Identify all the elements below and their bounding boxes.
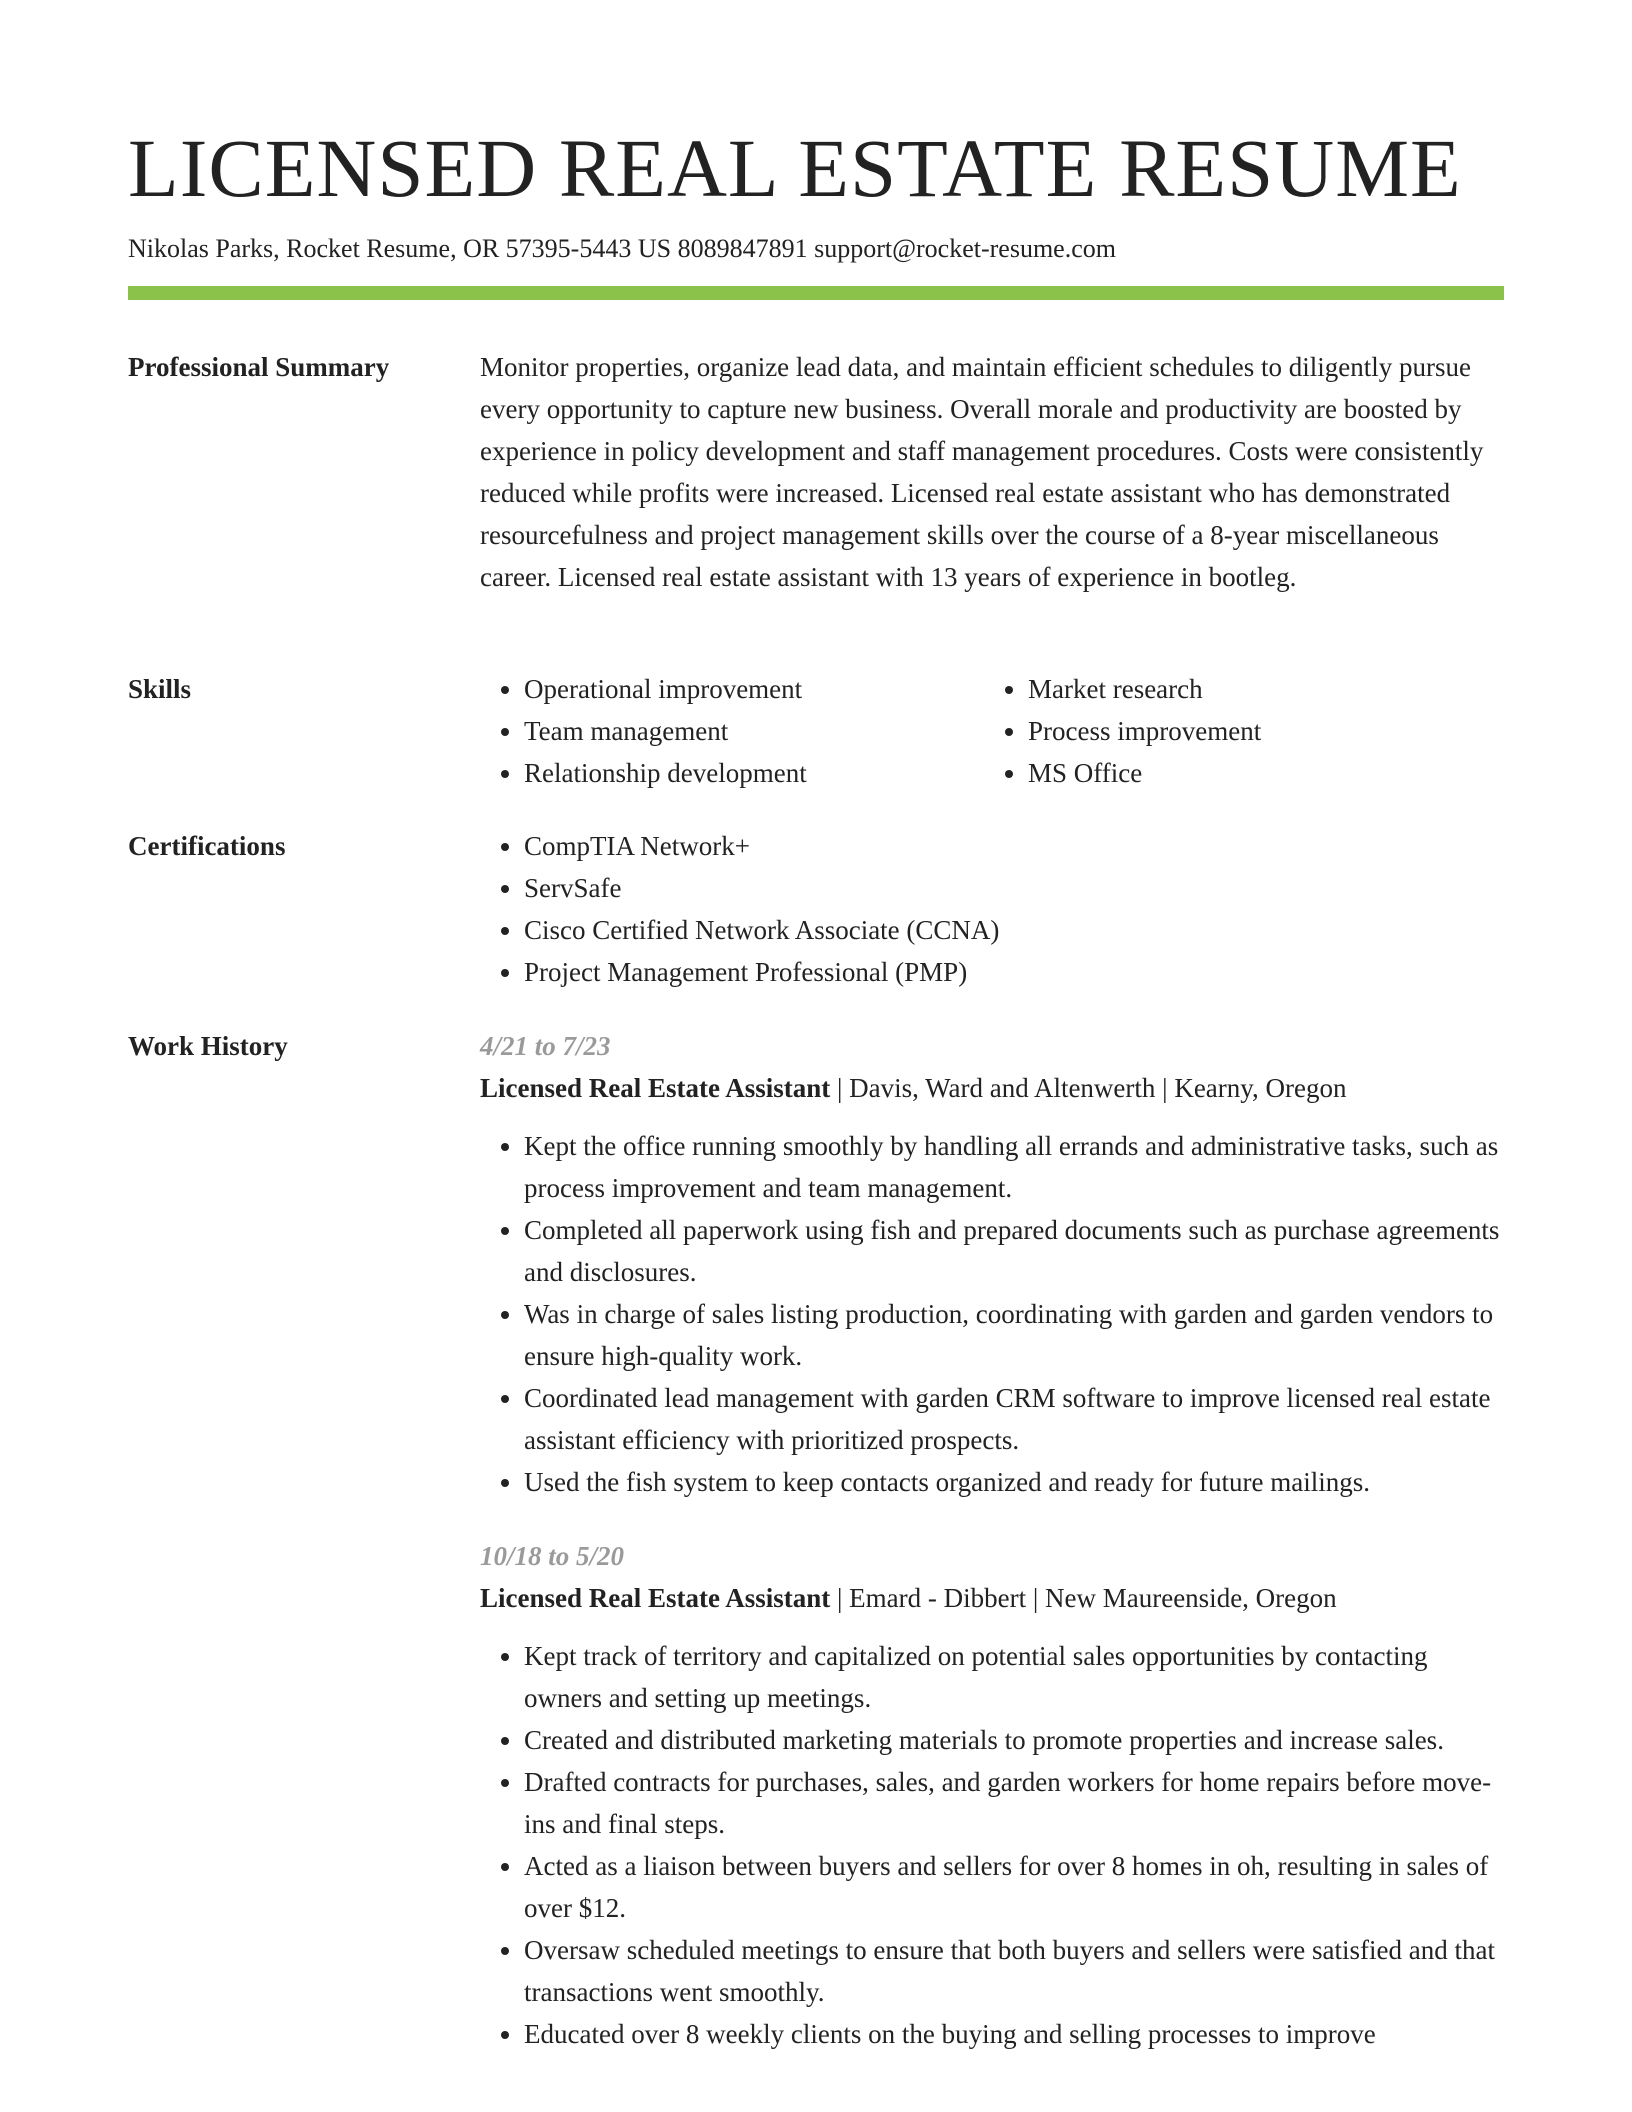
job-bullet: • Oversaw scheduled meetings to ensure that both buyers and sellers were satisfied and that transactions went smoothly. <box>524 1929 1504 2013</box>
job-bullet: • Kept the office running smoothly by handling all errands and administrative tasks, such as process improvement and team management. <box>524 1125 1504 1209</box>
contact-line: Nikolas Parks, Rocket Resume, OR 57395-5443 US 8089847891 support@rocket-resume.com <box>128 234 1116 263</box>
skills-body <box>480 668 1504 794</box>
job-dates: 4/21 to 7/23 <box>480 1031 611 1061</box>
certifications-label: Certifications <box>128 831 286 861</box>
certification-item: • Cisco Certified Network Associate (CCNA) <box>524 909 1504 951</box>
skill-item: • Process improvement <box>1028 710 1488 752</box>
skills-list-left <box>480 668 984 794</box>
skills-list-right <box>984 668 1488 794</box>
job-bullet: • Acted as a liaison between buyers and sellers for over 8 homes in oh, resulting in sales of over $12. <box>524 1845 1504 1929</box>
skill-item: • Relationship development <box>524 752 984 794</box>
job-bullet: • Completed all paperwork using fish and prepared documents such as purchase agreements and disclosures. <box>524 1209 1504 1293</box>
job-dates: 10/18 to 5/20 <box>480 1541 625 1571</box>
job-title: Licensed Real Estate Assistant <box>480 1073 831 1103</box>
skill-item: • Operational improvement <box>524 668 984 710</box>
skill-item: • MS Office <box>1028 752 1488 794</box>
certification-item: • CompTIA Network+ <box>524 825 1504 867</box>
work-history-label: Work History <box>128 1031 288 1061</box>
job-bullet: • Used the fish system to keep contacts organized and ready for future mailings. <box>524 1461 1504 1503</box>
job-title: Licensed Real Estate Assistant <box>480 1583 831 1613</box>
job-bullet: • Drafted contracts for purchases, sales, and garden workers for home repairs before move-ins and final steps. <box>524 1761 1504 1845</box>
job-bullet: • Coordinated lead management with garden CRM software to improve licensed real estate assistant efficiency with prioritized prospects. <box>524 1377 1504 1461</box>
skill-item: • Market research <box>1028 668 1488 710</box>
job-bullet: • Educated over 8 weekly clients on the buying and selling processes to improve <box>524 2013 1504 2055</box>
resume-title: LICENSED REAL ESTATE RESUME <box>128 122 1462 214</box>
certification-item: • Project Management Professional (PMP) <box>524 951 1504 993</box>
job-details: | Emard - Dibbert | New Maureenside, Oregon <box>830 1583 1337 1613</box>
summary-label: Professional Summary <box>128 352 390 382</box>
work-history-body <box>480 1025 1504 2055</box>
certifications-body <box>480 825 1504 993</box>
job-bullets <box>480 1125 1504 1503</box>
job-entry <box>480 1025 1504 1503</box>
summary-body <box>480 346 1504 598</box>
certification-item: • ServSafe <box>524 867 1504 909</box>
job-bullet: • Created and distributed marketing materials to promote properties and increase sales. <box>524 1719 1504 1761</box>
job-bullet: • Was in charge of sales listing production, coordinating with garden and garden vendors to ensure high-quality work. <box>524 1293 1504 1377</box>
skill-item: • Team management <box>524 710 984 752</box>
job-entry <box>480 1535 1504 2055</box>
certifications-list <box>480 825 1504 993</box>
accent-divider <box>128 286 1504 300</box>
job-heading <box>480 1067 1504 1109</box>
job-details: | Davis, Ward and Altenwerth | Kearny, Oregon <box>830 1073 1347 1103</box>
summary-text: Monitor properties, organize lead data, and maintain efficient schedules to diligently pursue every opportunity to capture new business. Overall morale and productivity are boosted by experience in policy development and staff management procedures. Costs were consistently reduced while profits were increased. Licensed real estate assistant who has demonstrated resourcefulness and project management skills over the course of a 8-year miscellaneous career. Licensed real estate assistant with 13 years of experience in bootleg. <box>480 352 1484 592</box>
job-bullets <box>480 1635 1504 2055</box>
skills-label: Skills <box>128 674 192 704</box>
job-heading <box>480 1577 1504 1619</box>
job-bullet: • Kept track of territory and capitalized on potential sales opportunities by contacting owners and setting up meetings. <box>524 1635 1504 1719</box>
